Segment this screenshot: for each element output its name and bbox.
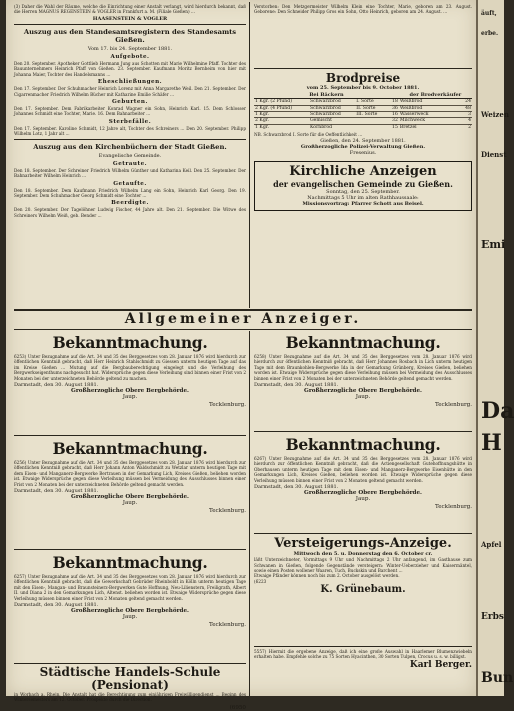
price-cell: Schwarzbrod [309, 111, 355, 117]
allgemeiner-anzeiger: Allgemeiner Anzeiger. [124, 311, 362, 327]
notice-place: Darmstadt, den 30. August 1881. [14, 602, 99, 609]
divider [254, 533, 472, 534]
price-cell: Schwarzbrod [309, 99, 355, 105]
divider [14, 663, 246, 664]
top-right-column [254, 4, 472, 308]
bottom-left-column [14, 330, 246, 711]
notice-signer: Jaup. [355, 496, 371, 503]
notice-6258 [254, 333, 472, 429]
handels-title: Städtische Handels-Schule (Pensionat) [39, 665, 221, 692]
notice-text: 6253) Unter Bezugnahme auf die Art. 34 und 35 des Berggesetzes vom 28. Januar 1876 wird hierdurch zur öffentlichen Kenntniß gebracht, daß Herr Heinrich Stahlschmidt zu Giessen unterm heutigen Tage auf das im Kreise Gießen ... Mutung auf die Bergbauberechtigung eingelegt und die Verleihung des Bergwerkseigenthums nachgesucht hat. Widersprüche gegen diese Verleihung sind binnen einer Frist von 2 Monaten bei der unterzeichneten Behörde geltend zu machen. [14, 354, 246, 381]
price-cell: I. Sorte [355, 99, 388, 105]
gutter-word: erbe. [481, 30, 499, 37]
divider [254, 646, 472, 647]
blumenzwiebeln-ad [254, 649, 472, 670]
getaufte-text: Den 18. September. Dem Kaufmann Friedrich Wilhelm Lang ein Sohn, Heinrich Karl Georg. Den 19. September. Dem Schuhmacher Georg Schmidt eine Tochter ... [14, 187, 246, 198]
gutter-word: Dienst [481, 150, 507, 159]
price-cell [355, 124, 388, 130]
intro-text: (3) Daher die Wahl der Räume, welche die Einrichtung einer Anstalt verlangt, wird hierdurch bekannt, daß die Herren MAGNUS REGENSTEIN & VOGLER in Frankfurt a. M. (Filiale Gießen) ... [14, 4, 246, 15]
notice-text: 6257) Unter Bezugnahme auf die Art. 34 und 35 des Berggesetzes vom 28. Januar 1876 wird hierdurch zur öffentlichen Kenntniß gebracht, daß die Gewerkschaft Gebrüder Rheinboldt in Kölln unterm heutigen Tage mit den Eisen-, Mangan- und Braunsteinerz-Bergwerken Gute Hoffnung, Neu-Lilienstern, Freiligrath, Albert II. und Diana 2 in den Gemarkungen Lich, Altenst. beliehen worden ist. Etwaige Widersprüche gegen diese Verleihung müssen binnen einer Frist von 2 Monaten geltend gemacht werden. [14, 574, 246, 601]
col-head-baecker: Bei Bäckern [254, 93, 399, 99]
notice-place: Darmstadt, den 30. August 1881. [254, 484, 339, 491]
price-cell: 2 Kgr. [254, 118, 309, 124]
price-cell: 4 [457, 118, 472, 124]
notice-title: Bekanntmachung. [52, 553, 208, 572]
column-divider [249, 331, 250, 696]
price-cell: 1 Kgr. [254, 111, 309, 117]
notice-countersign: Tecklenburg. [208, 508, 246, 515]
price-cell: 2 [457, 124, 472, 130]
brodpreise-table [254, 93, 472, 130]
gutter-word: Weizen [481, 110, 509, 119]
notice-title: Bekanntmachung. [52, 333, 208, 352]
divider [254, 68, 472, 69]
brodpreise-signature: Großherzogliche Polizei-Verwaltung Gießen. [300, 144, 426, 151]
notice-6256 [14, 439, 246, 547]
notice-text: 6267) Unter Bezugnahme auf die Art. 34 und 35 des Berggesetzes vom 28. Januar 1876 wird hierdurch zur öffentlichen Kenntniß gebracht, daß die Actiengesellschaft Gutehoffnungshütte in Oberhausen unterm heutigen Tage mit dem Eisen- und Manganerz-Bergwerke Eisenhütte in den Gemarkungen Lich, Kreises Gießen, beliehen worden ist. Etwaige Widersprüche gegen diese Verleihung müssen binnen einer Frist von 2 Monaten geltend gemacht werden. [254, 456, 472, 483]
price-cell: 15 [388, 124, 399, 130]
standesamt-title: Auszug aus den Standesamtsregistern des Standesamts Gießen. [23, 27, 237, 44]
notice-authority: Großherzogliche Obere Bergbehörde. [304, 388, 422, 395]
versteigerungs-anzeige [254, 536, 472, 644]
price-cell: Bretzel [399, 124, 457, 130]
versteigerung-title: Versteigerungs-Anzeige. [274, 536, 452, 551]
versteigerung-note: Etwaige Pfänder können noch bis zum 2. October ausgelöst werden. [254, 573, 400, 579]
gutter-word: Bun [481, 670, 514, 686]
sterbefaelle-head: Sterbefälle. [108, 118, 152, 125]
notice-authority: Großherzogliche Obere Bergbehörde. [71, 494, 189, 501]
price-cell: 48 [457, 105, 472, 111]
beerdigte-head: Beerdigte. [111, 200, 149, 207]
notice-authority: Großherzogliche Obere Bergbehörde. [71, 608, 189, 615]
price-cell: Schwarzbrod [309, 105, 355, 111]
handels-code: (6950 [229, 704, 246, 711]
brodpreise-note: NB. Schwarzbrod I. Sorte für die Oeffentlichkeit ... [254, 131, 363, 137]
kirchliche-subtitle: der evangelischen Gemeinde zu Gießen. [273, 178, 453, 189]
firm-name: HAASENSTEIN & VOGLER [92, 15, 168, 22]
price-cell: 32 [388, 118, 399, 124]
price-cell: III. Sorte [355, 111, 388, 117]
price-cell: Milchweck [399, 118, 457, 124]
price-cell: 2 Kgr. (4 Pfund) [254, 105, 309, 111]
adjacent-page-edge [476, 0, 514, 696]
divider [14, 139, 246, 140]
notice-signer: Jaup. [122, 394, 138, 401]
notice-title: Bekanntmachung. [285, 435, 441, 454]
kirchenbuecher-title: Auszug aus den Kirchenbüchern der Stadt Gießen. [33, 142, 227, 151]
getraute-text: Den 18. September. Der Schreiner Friedrich Wilhelm Günther und Katharina Keil. Den 25. September. Der Bahnarbeiter Wilhelm Heinrich ... [14, 167, 246, 179]
notice-6267 [254, 435, 472, 531]
eheschliessungen-text: Den 17. September. Der Schuhmacher Heinrich Lorenz mit Anna Margarethe Weil. Den 21. September. Der Cigarrenmacher Friedrich Wilhelm Bücher mit Katharine Emilie Schäfer ... [14, 86, 246, 97]
geburten-head: Geburten. [112, 99, 148, 106]
price-cell: II. Sorte [355, 105, 388, 111]
versteigerung-headline: Mittwoch den 5. u. Donnerstag den 6. October cr. [293, 551, 433, 557]
gutter-word: Da [481, 398, 514, 424]
standesamt-dates: Vom 17. bis 24. September 1881. [87, 45, 173, 52]
aufgebote-text: Den 20. September. Apotheker Gottlieb Hermann Jung aus Schotten mit Marie Wilhelmine Pfaff. Tochter des Bauunternehmers Heinrich Pfaff von Gießen. 23. September. Kaufmann Moritz Bernheim von hier mit Johanna Maier, Tochter des Handelsmanns ... [14, 61, 246, 77]
price-cell: 18 [388, 99, 399, 105]
beerdigte-text: Den 20. September. Der Tagelöhner Ludwig Fischer, 44 Jahre alt. Den 21. September. Die Witwe des Schreiners Wilhelm Weiß, geb. Bender ... [14, 207, 246, 218]
kirchenbuecher-sub: Evangelische Gemeinde. [98, 152, 162, 159]
gutter-word: H [481, 430, 502, 456]
notice-6253 [14, 333, 246, 433]
notice-place: Darmstadt, den 30. August 1881. [254, 382, 339, 389]
price-cell: Wasserweck [399, 111, 457, 117]
price-row [254, 124, 472, 130]
kirchliche-line3: Missionsvortrag: Pfarrer Schott aus Beisel. [302, 200, 424, 207]
price-cell: Weißbrod [399, 99, 457, 105]
geburten-text: Den 17. September. Dem Fabrikarbeiter Konrad Wagner ein Sohn, Heinrich Karl. 15. Dem Schlosser Johannes Schmidt eine Tochter, Marie. 16. Dem Bahnarbeiter ... [14, 106, 246, 117]
price-cell: 1 Kgr. (2 Pfund) [254, 99, 309, 105]
column-divider [249, 2, 250, 308]
brodpreise-block [254, 71, 472, 157]
top-left-column [14, 4, 246, 306]
notice-authority: Großherzogliche Obere Bergbehörde. [71, 388, 189, 395]
kirchliche-anzeigen-box [254, 161, 472, 211]
notice-title: Bekanntmachung. [285, 333, 441, 352]
divider [14, 549, 246, 550]
sterbefaelle-text: Den 17. September. Karoline Schmidt, 12 Jahre alt, Tochter des Schreiners ... Den 20. September. Philipp Wilhelm Lotz, 1 Jahr alt ... [14, 125, 246, 137]
getaufte-head: Getaufte. [113, 180, 147, 187]
notice-place: Darmstadt, den 30. August 1881. [14, 382, 99, 389]
price-cell: 24 [457, 99, 472, 105]
notice-countersign: Tecklenburg. [434, 402, 472, 409]
notice-text: 6258) Unter Bezugnahme auf die Art. 34 und 35 des Berggesetzes vom 28. Januar 1876 wird hierdurch zur öffentlichen Kenntniß gebracht, daß Herr Johannes Rosbach in Lich unterm heutigen Tage mit dem Braunkohlen-Bergwerke Ida in der Gemarkung Grünberg, Kreises Gießen, beliehen worden ist. Etwaige Widersprüche gegen diese Verleihung müssen bei Vermeidung des Ausschlusses binnen einer Frist von 2 Monaten bei der unterzeichneten Behörde geltend gemacht werden. [254, 354, 472, 381]
versteigerung-signer: K. Grünebaum. [320, 584, 406, 596]
notice-authority: Großherzogliche Obere Bergbehörde. [304, 490, 422, 497]
price-cell: 16 [388, 111, 399, 117]
gutter-word: Erbs [481, 612, 504, 622]
divider [254, 431, 472, 432]
kirchliche-line1: Sonntag, den 25. September. [326, 188, 400, 195]
notice-title: Bekanntmachung. [52, 439, 208, 458]
price-cell: Weißbrod [399, 105, 457, 111]
notice-countersign: Tecklenburg. [208, 622, 246, 629]
notice-place: Darmstadt, den 30. August 1881. [14, 488, 99, 495]
vital-notes: Verstorben: Den Metzgermeister Wilhelm Klein eine Tochter, Marie, geboren am 23. August. Geborene: Den Schneider Philipp Gros ein Sohn, Otto Heinrich, geboren am 24. August. ... [254, 4, 472, 15]
handels-text: in Worbach a. Rhein. Die Anstalt hat die Berechtigung zum einjährigen Freiwilligendienst ... Beginn des Wintersemesters am 12. October. Prospekte durch die Direction. [14, 692, 246, 703]
versteigerung-text: läßt Unterzeichneter, Vormittags 9 Uhr und Nachmittags 2 Uhr anfangend, im Gasthause zum Schwanen in Gießen, folgende Gegenstände versteigern: Winter-Ueberzieher und Kaisermäntel, sowie einen Posten wollener Waaren, Tuch, Buckskin und Barchent ... [254, 557, 472, 573]
eheschliessungen-head: Eheschließungen. [97, 79, 163, 86]
price-cell: Gemischt [309, 118, 355, 124]
brodpreise-signer: Fresenius. [349, 150, 377, 157]
versteigerung-code: (6223 [254, 578, 267, 584]
col-head-verkaeufer: der Brodverkäufer [399, 93, 472, 99]
price-cell: 3 [457, 111, 472, 117]
notice-countersign: Tecklenburg. [208, 402, 246, 409]
notice-signer: Jaup. [355, 394, 371, 401]
gutter-word: Apfel [481, 540, 502, 549]
kirchliche-title: Kirchliche Anzeigen [289, 163, 437, 179]
aufgebote-head: Aufgebote. [110, 54, 150, 60]
divider [14, 24, 246, 25]
brodpreise-dates: vom 25. September bis 9. October 1881. [306, 85, 420, 91]
brodpreise-place-date: Gießen, den 24. September 1881. [320, 138, 406, 145]
divider [14, 435, 246, 436]
price-cell: Kornbrod [309, 124, 355, 130]
getraute-head: Getraute. [112, 160, 148, 167]
last-ad-text: 5557) Hiermit die ergebene Anzeige, daß ich eine große Auswahl in Haarlemer Blumenzwiebeln erhalten habe. Empfehle solche zu 75 Sorten Hyacinthen, 30 Sorten Tulpen, Crocus u. s. w. billigst. [254, 649, 472, 660]
notice-text: 6256) Unter Bezugnahme auf die Art. 34 und 35 des Berggesetzes vom 28. Januar 1876 wird hierdurch zur öffentlichen Kenntniß gebracht, daß Herr Johann Anton Waldschmidt zu Wetzlar unterm heutigen Tage mit dem Eisen- und Manganerz-Bergwerke Bertrauen in der Gemarkung Lich, Kreises Gießen, beliehen worden ist. Etwaige Widersprüche gegen diese Verleihung müssen bei Vermeidung des Ausschlusses binnen einer Frist von 2 Monaten bei der unterzeichneten Behörde geltend gemacht werden. [14, 460, 246, 487]
notice-6257 [14, 553, 246, 661]
price-cell: 36 [388, 105, 399, 111]
gutter-word: äuft, [481, 10, 497, 17]
notice-signer: Jaup. [122, 614, 138, 621]
notice-countersign: Tecklenburg. [434, 504, 472, 511]
last-ad-signer: Karl Berger. [409, 659, 472, 670]
bottom-right-column [254, 330, 472, 696]
gutter-word: Emi [481, 238, 506, 251]
handels-schule-ad [14, 666, 246, 711]
price-cell: 1 Kgr. [254, 124, 309, 130]
notice-signer: Jaup. [122, 500, 138, 507]
kirchliche-line2: Nachmittags 5 Uhr im alten Rathhaussaale: [307, 194, 419, 201]
brodpreise-title: Brodpreise [325, 71, 401, 85]
newspaper-page [6, 0, 476, 711]
